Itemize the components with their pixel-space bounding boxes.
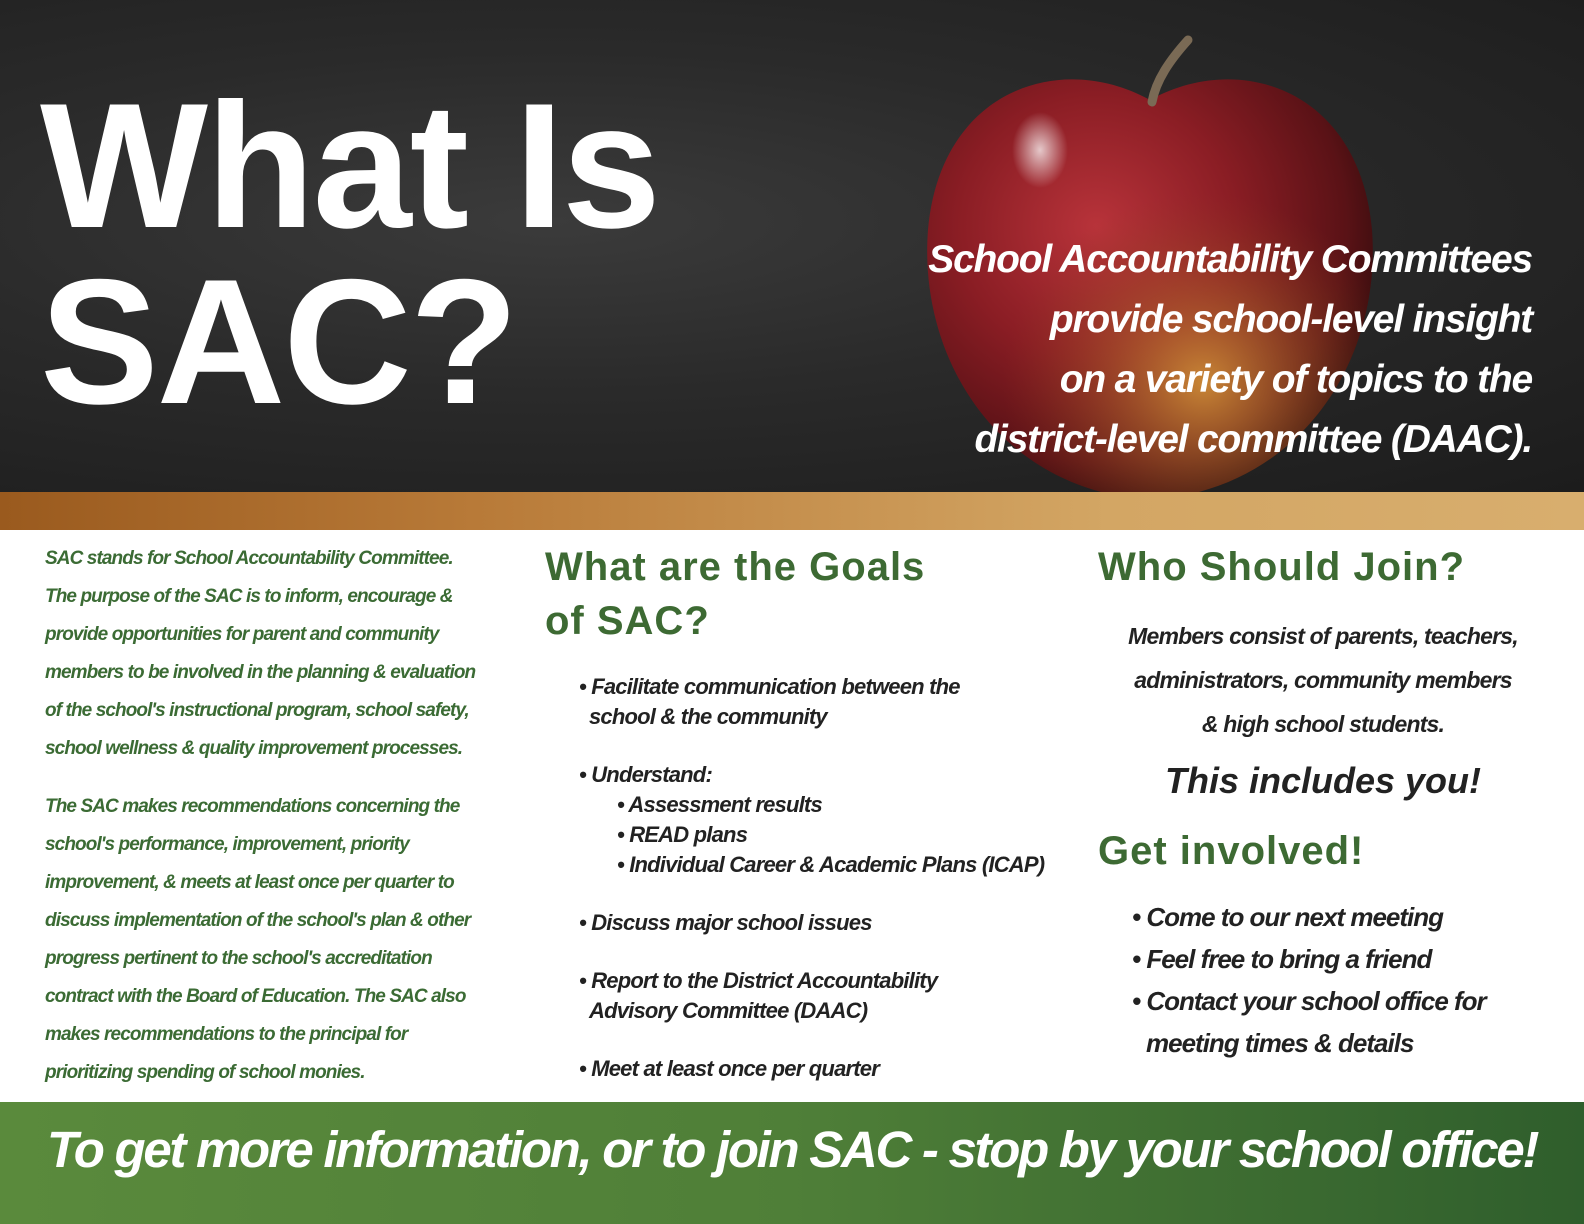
hero-title-line-2: SAC? <box>40 242 517 441</box>
members-line: Members consist of parents, teachers, <box>1128 623 1518 649</box>
intro-line: The purpose of the SAC is to inform, encourage & <box>45 586 453 607</box>
hero-subtitle-line: on a variety of topics to the <box>1059 358 1532 401</box>
goal-line: school & the community <box>589 704 827 729</box>
recommendations-line: prioritizing spending of school monies. <box>45 1062 365 1083</box>
goals-heading-line-1: What are the Goals <box>545 545 926 589</box>
goals-column <box>545 540 1045 1112</box>
recommendations-line: discuss implementation of the school's plan & other <box>45 910 471 931</box>
intro-paragraph <box>45 540 505 768</box>
hero-subtitle-line: School Accountability Committees <box>928 238 1532 281</box>
hero-subtitle-line: district-level committee (DAAC). <box>974 418 1532 461</box>
footer-banner <box>0 1102 1584 1224</box>
goals-heading <box>545 540 1045 648</box>
goal-subitem: • Assessment results <box>617 792 822 817</box>
recommendations-paragraph <box>45 788 505 1092</box>
goal-subitem: • READ plans <box>617 822 748 847</box>
members-text <box>1098 614 1548 746</box>
left-column <box>45 540 505 1112</box>
goal-item <box>579 908 1045 938</box>
intro-line: members to be involved in the planning & evaluation <box>45 662 476 683</box>
goal-line: • Discuss major school issues <box>579 910 872 935</box>
goal-line: • Report to the District Accountability <box>579 968 938 993</box>
intro-line: of the school's instructional program, school safety, <box>45 700 469 721</box>
goal-line: Advisory Committee (DAAC) <box>589 998 868 1023</box>
goals-heading-line-2: of SAC? <box>545 599 710 643</box>
members-line: & high school students. <box>1201 711 1445 737</box>
members-line: administrators, community members <box>1134 667 1512 693</box>
involve-list <box>1098 896 1548 1064</box>
hero-subtitle-line: provide school-level insight <box>1049 298 1532 341</box>
involve-item: • Contact your school office for <box>1132 986 1486 1016</box>
hero-title <box>40 66 659 441</box>
involve-item: • Come to our next meeting <box>1132 902 1444 932</box>
recommendations-line: school's performance, improvement, priority <box>45 834 409 855</box>
goal-item <box>579 760 1045 880</box>
who-heading <box>1098 540 1548 594</box>
recommendations-line: progress pertinent to the school's accreditation <box>45 948 432 969</box>
recommendations-line: contract with the Board of Education. The SAC also <box>45 986 466 1007</box>
goal-line: • Understand: <box>579 762 712 787</box>
intro-line: SAC stands for School Accountability Committee. <box>45 548 453 569</box>
get-involved-text: Get involved! <box>1098 829 1365 873</box>
footer-text: To get more information, or to join SAC - stop by your school office! <box>46 1121 1538 1178</box>
hero-subtitle <box>832 230 1532 470</box>
recommendations-line: The SAC makes recommendations concerning the <box>45 796 460 817</box>
intro-line: school wellness & quality improvement processes. <box>45 738 463 759</box>
intro-line: provide opportunities for parent and community <box>45 624 439 645</box>
goal-line: • Meet at least once per quarter <box>579 1056 879 1081</box>
goal-item <box>579 966 1045 1026</box>
who-heading-text: Who Should Join? <box>1098 545 1466 589</box>
who-column <box>1098 540 1548 1064</box>
hero-title-line-1: What Is <box>40 66 659 265</box>
involve-item: meeting times & details <box>1146 1028 1414 1058</box>
goal-subitem: • Individual Career & Academic Plans (ICAP) <box>617 852 1045 877</box>
hero-banner <box>0 0 1584 492</box>
includes-you-text: This includes you! <box>1164 760 1482 801</box>
get-involved-heading <box>1098 824 1548 878</box>
divider-band <box>0 492 1584 530</box>
goal-item <box>579 1054 1045 1084</box>
goals-list <box>545 672 1045 1084</box>
recommendations-line: makes recommendations to the principal for <box>45 1024 408 1045</box>
involve-item: • Feel free to bring a friend <box>1132 944 1432 974</box>
goal-item <box>579 672 1045 732</box>
recommendations-line: improvement, & meets at least once per quarter to <box>45 872 454 893</box>
goal-line: • Facilitate communication between the <box>579 674 960 699</box>
